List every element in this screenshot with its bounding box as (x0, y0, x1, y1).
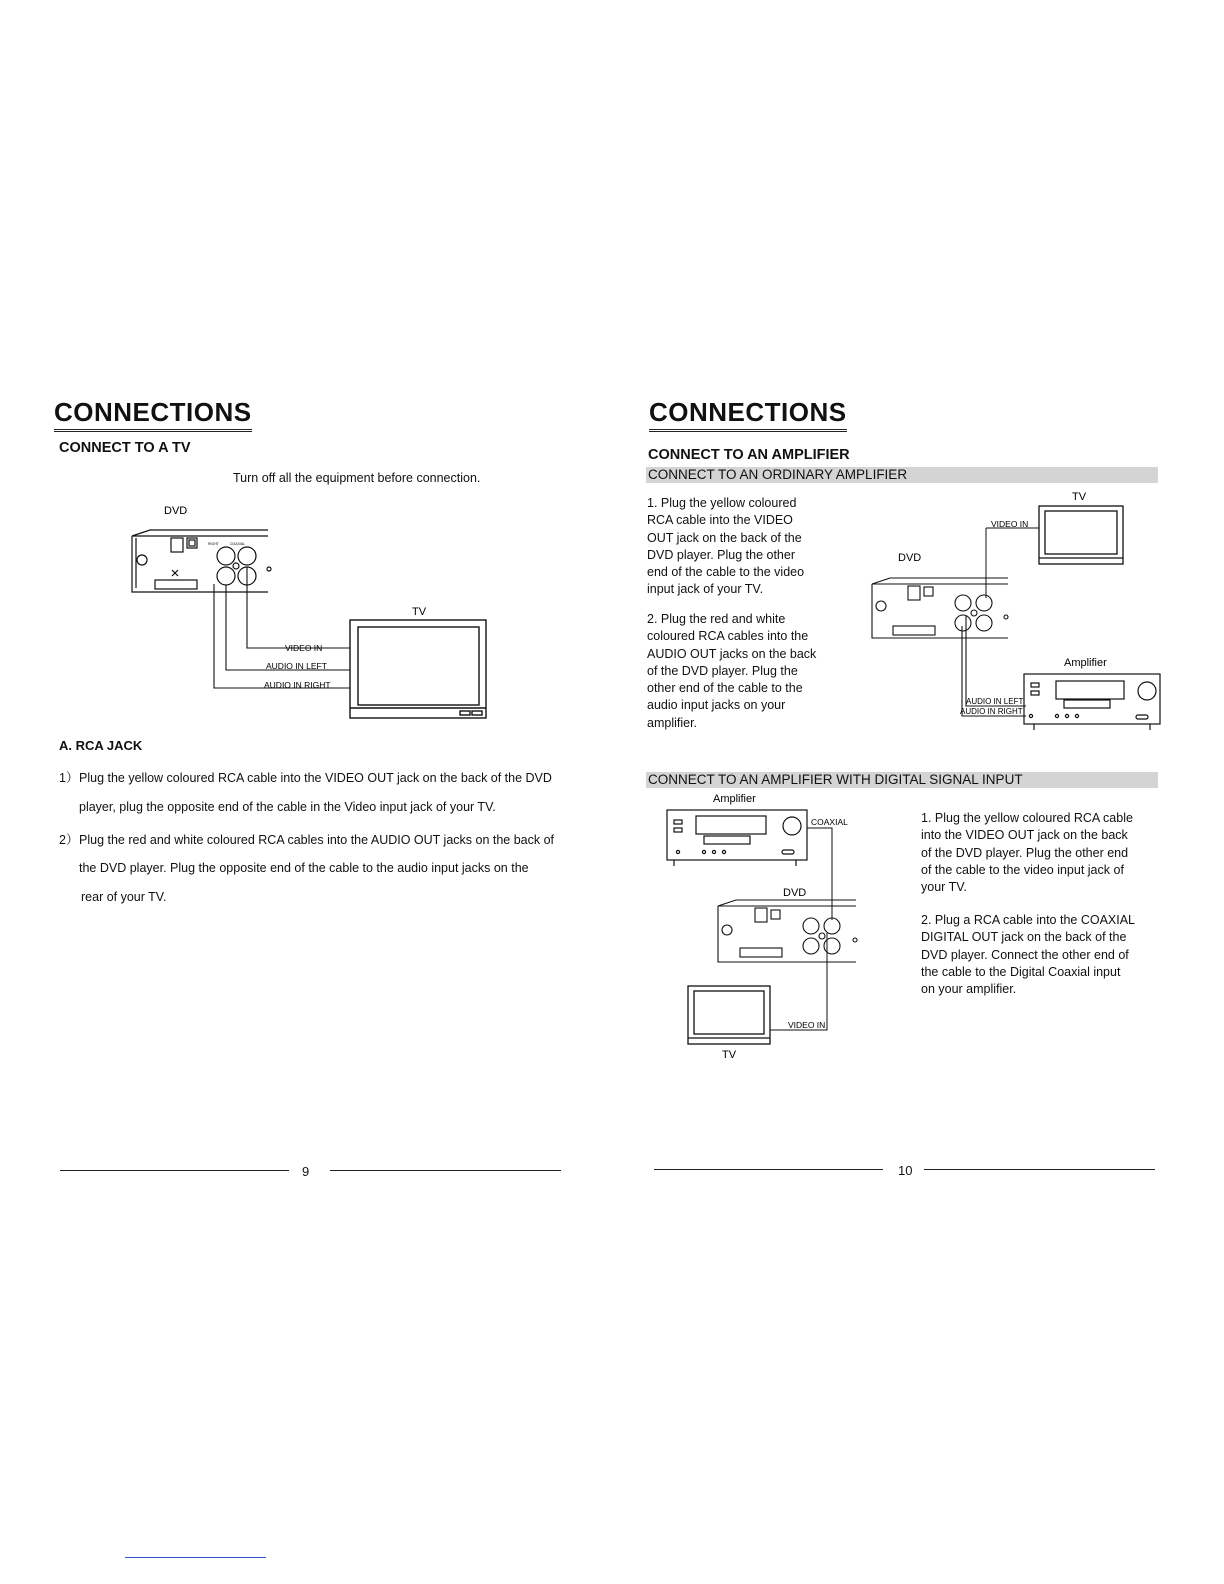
left-page-title: CONNECTIONS (54, 397, 252, 432)
video-in-label: VIDEO IN (788, 1020, 826, 1030)
dvd-back-panel (132, 530, 271, 592)
svg-text:COAXIAL: COAXIAL (230, 542, 246, 546)
ordinary-step-2: 2. Plug the red and white coloured RCA cables into the AUDIO OUT jacks on the back of the DVD player. Plug the other end of the cable to the audio input jacks on your amplifier. (647, 612, 817, 730)
dvd-label: DVD (164, 505, 188, 517)
left-heading: CONNECT TO A TV (59, 440, 191, 456)
tv-icon (688, 986, 770, 1044)
tv-icon (350, 620, 486, 718)
dvd-label: DVD (783, 887, 807, 899)
item-2-num: 2） (59, 833, 79, 847)
item-1-line-2: player, plug the opposite end of the cable in the Video input jack of your TV. (79, 800, 496, 814)
item-1-num: 1） (59, 771, 79, 785)
ordinary-amplifier-diagram (866, 486, 1166, 736)
digital-amplifier-diagram (660, 790, 870, 1070)
audio-in-left-label: AUDIO IN LEFT (266, 661, 327, 671)
section-bar-ordinary: CONNECT TO AN ORDINARY AMPLIFIER (646, 467, 1158, 483)
item-1-line-1: Plug the yellow coloured RCA cable into the VIDEO OUT jack on the back of the DVD (79, 771, 552, 785)
page-number-right: 10 (898, 1163, 913, 1178)
svg-text:RIGHT: RIGHT (208, 542, 219, 546)
rca-jack-heading: A. RCA JACK (59, 738, 143, 753)
amplifier-icon (1024, 674, 1160, 730)
digital-step-2: 2. Plug a RCA cable into the COAXIAL DIGITAL OUT jack on the back of the DVD player. Connect the other end of the cable to the Digital Coaxial input on your amplifier. (921, 913, 1136, 997)
item-2-line-1: Plug the red and white coloured RCA cables into the AUDIO OUT jacks on the back of (79, 833, 555, 847)
amplifier-label: Amplifier (1064, 657, 1107, 669)
item-2-line-2: the DVD player. Plug the opposite end of the cable to the audio input jacks on the (79, 861, 529, 875)
tv-label: TV (412, 606, 427, 618)
right-page-title: CONNECTIONS (649, 397, 847, 432)
tv-label: TV (722, 1049, 737, 1061)
left-note: Turn off all the equipment before connection. (233, 471, 481, 485)
amplifier-label: Amplifier (713, 793, 756, 805)
video-in-label: VIDEO IN (991, 519, 1029, 529)
digital-step-1: 1. Plug the yellow coloured RCA cable into the VIDEO OUT jack on the back of the DVD player. Plug the other end of the cable to the video input jack of your TV. (921, 811, 1133, 895)
coaxial-label: COAXIAL (811, 817, 848, 827)
footer-link-line (125, 1557, 266, 1558)
page-number-left: 9 (302, 1164, 310, 1179)
item-2-line-3: rear of your TV. (81, 890, 167, 904)
audio-in-right-label: AUDIO IN RIGHT (960, 707, 1023, 716)
dvd-back-panel (872, 578, 1008, 638)
tv-connection-diagram (120, 500, 500, 725)
tv-icon (1039, 506, 1123, 564)
right-heading: CONNECT TO AN AMPLIFIER (648, 447, 850, 463)
ordinary-step-1: 1. Plug the yellow coloured RCA cable into the VIDEO OUT jack on the back of the DVD player. Plug the other end of the cable to the video input jack of your TV. (647, 496, 805, 597)
dvd-back-panel (718, 900, 857, 962)
audio-in-right-label: AUDIO IN RIGHT (264, 680, 331, 690)
video-in-label: VIDEO IN (285, 643, 323, 653)
section-bar-digital: CONNECT TO AN AMPLIFIER WITH DIGITAL SIGNAL INPUT (646, 772, 1158, 788)
tv-label: TV (1072, 491, 1087, 503)
dvd-label: DVD (898, 552, 922, 564)
amplifier-icon (667, 810, 807, 866)
audio-in-left-label: AUDIO IN LEFT (966, 697, 1024, 706)
